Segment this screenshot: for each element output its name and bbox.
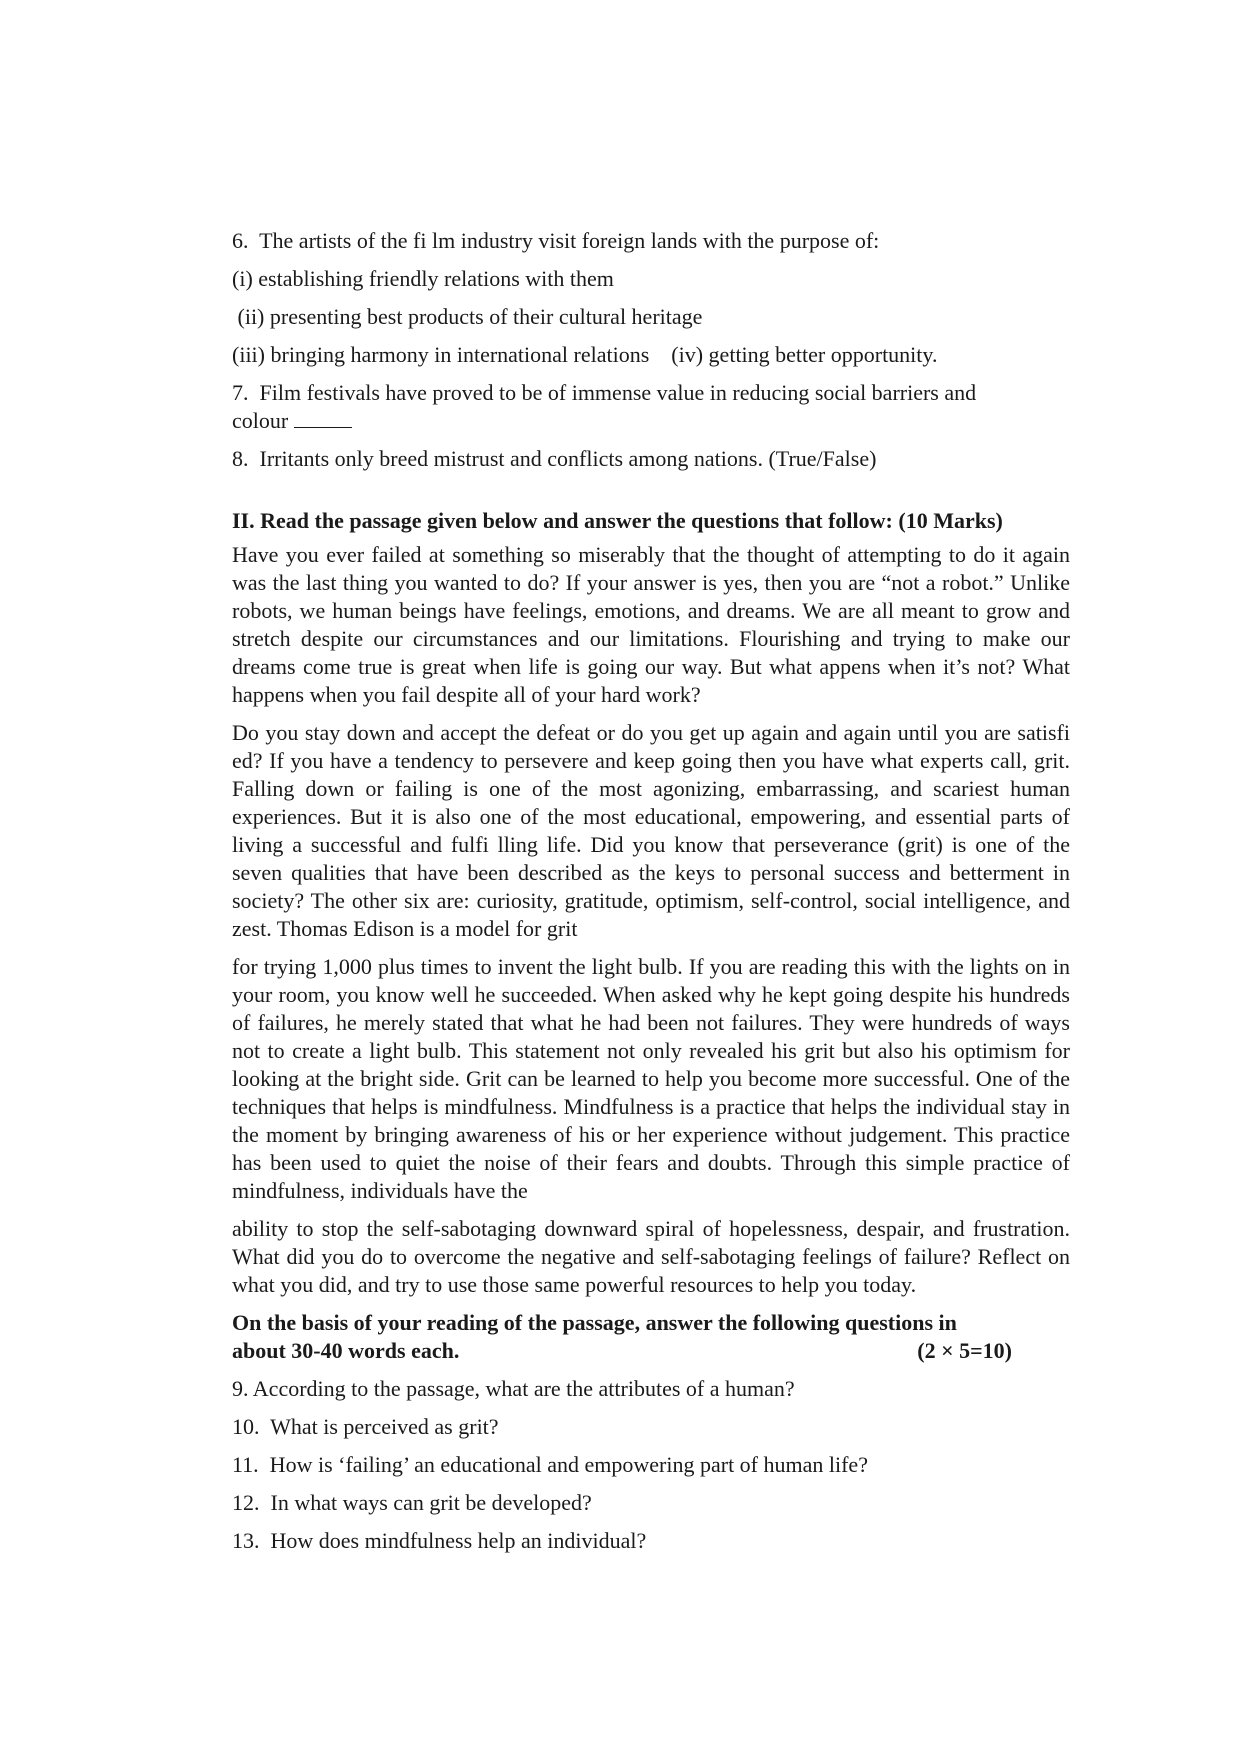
question-11: 11. How is ‘failing’ an educational and empowering part of human life? [232, 1452, 868, 1477]
question-13: 13. How does mindfulness help an individual? [232, 1528, 647, 1553]
instruction-line-2-row [232, 1337, 1012, 1365]
passage-paragraph-4: ability to stop the self-sabotaging downward spiral of hopelessness, despair, and frustration. What did you do to overcome the negative and self-sabotaging feelings of failure? Reflect on what you did, and try to use those same powerful resources to help you today. [232, 1216, 1070, 1297]
question-6-option-ii: (ii) presenting best products of their cultural heritage [232, 304, 703, 329]
section-two-heading: II. Read the passage given below and answer the questions that follow: (10 Marks) [232, 508, 1003, 533]
question-10: 10. What is perceived as grit? [232, 1414, 499, 1439]
question-9: 9. According to the passage, what are the attributes of a human? [232, 1376, 795, 1401]
question-6-options-iii-iv [232, 341, 1070, 369]
question-6-option-i: (i) establishing friendly relations with them [232, 266, 614, 291]
question-7-line-2-text: colour [232, 408, 294, 433]
question-12: 12. In what ways can grit be developed? [232, 1490, 592, 1515]
question-6-option-iv: (iv) getting better opportunity. [671, 342, 938, 367]
instruction-line-1: On the basis of your reading of the passage, answer the following questions in [232, 1310, 957, 1335]
question-8: 8. Irritants only breed mistrust and conflicts among nations. (True/False) [232, 446, 877, 471]
passage-paragraph-3: for trying 1,000 plus times to invent the light bulb. If you are reading this with the lights on in your room, you know well he succeeded. When asked why he kept going despite his hundreds of failures, he merely stated that what he had been not failures. They were hundreds of ways not to create a light bulb. This statement not only revealed his grit but also his optimism for looking at the bright side. Grit can be learned to help you become more successful. One of the techniques that helps is mindfulness. Mindfulness is a practice that helps the individual stay in the moment by bringing awareness of his or her experience without judgement. This practice has been used to quiet the noise of their fears and doubts. Through this simple practice of mindfulness, individuals have the [232, 954, 1070, 1203]
instruction-line-2: about 30-40 words each. [232, 1338, 460, 1363]
passage-paragraph-2: Do you stay down and accept the defeat or do you get up again and again until you are satisfi ed? If you have a tendency to persevere and keep going then you have what experts call, grit. Falling down or failing is one of the most agonizing, embarrassing, and scariest human experiences. But it is also one of the most educational, empowering, and essential parts of living a successful and fulfi lling life. Did you know that perseverance (grit) is one of the seven qualities that have been described as the keys to personal success and betterment in society? The other six are: curiosity, gratitude, optimism, self-control, social intelligence, and zest. Thomas Edison is a model for grit [232, 720, 1070, 941]
passage-paragraph-1: Have you ever failed at something so miserably that the thought of attempting to do it again was the last thing you wanted to do? If your answer is yes, then you are “not a robot.” Unlike robots, we human beings have feelings, emotions, and dreams. We are all meant to grow and stretch despite our circumstances and our limitations. Flourishing and trying to make our dreams come true is great when life is going our way. But what appens when it’s not? What happens when you fail despite all of your hard work? [232, 542, 1070, 707]
question-7-line-2 [232, 407, 1070, 435]
document-page [232, 227, 1070, 1565]
question-6-stem: 6. The artists of the fi lm industry visit foreign lands with the purpose of: [232, 228, 880, 253]
question-7-line-1: 7. Film festivals have proved to be of immense value in reducing social barriers and [232, 380, 977, 405]
fill-in-blank [294, 411, 352, 428]
question-6-option-iii: (iii) bringing harmony in international relations [232, 342, 650, 367]
marks-allocation: (2 × 5=10) [917, 1338, 1012, 1363]
answer-instruction [232, 1309, 1012, 1365]
question-7 [232, 379, 1070, 435]
